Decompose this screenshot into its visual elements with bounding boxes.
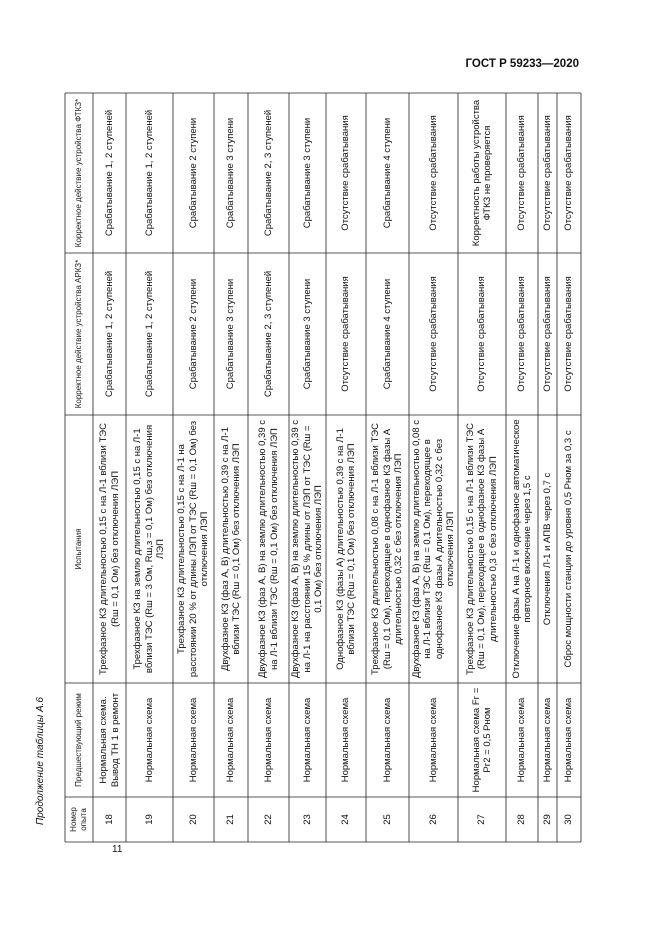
row-19-mode: Нормальная схема	[143, 697, 155, 783]
row-26-mode: Нормальная схема	[427, 697, 439, 783]
row-19-test: Трехфазное КЗ на землю длительностью 0,15 с на Л-1 вблизи ТЭС (Rш = 3 Ом, Rш,з = 0,1 Ом) без отключения ЛЭП	[132, 424, 167, 674]
row-20-arkz: Срабатывание 2 ступени	[187, 278, 199, 390]
row-29-arkz: Отсутствие срабатывания	[541, 276, 553, 392]
header-ftkz: Корректное действие устройства ФТКЗ*	[74, 98, 84, 248]
header-arkz: Корректное действие устройства АРКЗ*	[74, 259, 84, 409]
row-18-mode: Нормальная схема. Вывод ТН 1 в ремонт	[98, 692, 121, 788]
row-28-mode: Нормальная схема	[516, 697, 528, 783]
header-mode: Предшествующий режим	[74, 693, 84, 787]
header-test: Испытания	[74, 528, 84, 570]
row-26-test: Двухфазное КЗ (фаз А, В) на землю длительностью 0,08 с на Л-1 вблизи ТЭС (Rш = 0,1 Ом), переходящее в однофазное КЗ фазы А длительностью 0,32 с без отключения ЛЭП	[410, 419, 456, 679]
row-20-ftkz: Срабатывание 2 ступени	[187, 117, 199, 229]
row-23-test: Двухфазное КЗ (фаз А, В) на землю длительностью 0,39 с на Л-1 на расстоянии 15 % длины от ЛЭП от ТЭС (Rш = 0,1 Ом) без отключения ЛЭП	[290, 419, 325, 679]
row-28-arkz: Отсутствие срабатывания	[516, 276, 528, 392]
row-27-ftkz: Корректность работы устройства ФТКЗ не проверяется	[470, 99, 493, 247]
row-22-arkz: Срабатывание 2, 3 ступеней	[262, 270, 274, 398]
row-24-test: Однофазное КЗ (фазы А) длительностью 0,39 с на Л-1 вблизи ТЭС (Rш = 0,1 Ом) без отключения ЛЭП	[334, 428, 357, 670]
row-29-ftkz: Отсутствие срабатывания	[541, 115, 553, 231]
header-num: Номер опыта	[69, 807, 88, 832]
row-28-num: 28	[516, 814, 528, 825]
row-21-arkz: Срабатывание 3 ступени	[225, 278, 237, 390]
row-30-arkz: Отсутствие срабатывания	[563, 276, 575, 392]
row-21-num: 21	[225, 814, 237, 825]
row-28-test: Отключение фазы А на Л-1 и однофазное автоматическое повторное включение через 1,5 с	[510, 419, 533, 679]
row-21-mode: Нормальная схема	[225, 697, 237, 783]
row-24-num: 24	[340, 814, 352, 825]
row-18-test: Трехфазное КЗ длительностью 0,15 с на Л-1 вблизи ТЭС (Rш = 0,1 Ом) без отключения ЛЭП	[98, 423, 121, 675]
row-18-ftkz: Срабатывание 1, 2 ступеней	[103, 109, 115, 237]
row-22-test: Двухфазное КЗ (фаз А, В) на землю длительностью 0,39 с на Л-1 вблизи ТЭС (Rш = 0,1 Ом) без отключения ЛЭП	[257, 419, 280, 679]
table-caption: Продолжение таблицы А.6	[35, 697, 46, 825]
row-30-ftkz: Отсутствие срабатывания	[563, 115, 575, 231]
row-23-arkz: Срабатывание 3 ступени	[301, 278, 313, 390]
row-27-arkz: Отсутствие срабатывания	[476, 276, 488, 392]
row-23-ftkz: Срабатывание 3 ступени	[301, 117, 313, 229]
row-19-ftkz: Срабатывание 1, 2 ступеней	[143, 109, 155, 237]
row-25-mode: Нормальная схема	[381, 697, 393, 783]
row-30-mode: Нормальная схема	[563, 697, 575, 783]
row-25-num: 25	[381, 814, 393, 825]
page-number: 11	[112, 844, 123, 855]
row-23-mode: Нормальная схема	[301, 697, 313, 783]
row-19-num: 19	[143, 814, 155, 825]
row-18-num: 18	[103, 814, 115, 825]
row-28-ftkz: Отсутствие срабатывания	[516, 115, 528, 231]
row-20-mode: Нормальная схема	[187, 697, 199, 783]
row-29-test: Отключения Л-1 и АПВ через 0,7 с	[541, 472, 553, 626]
row-24-ftkz: Отсутствие срабатывания	[340, 115, 352, 231]
row-25-test: Трехфазное КЗ длительностью 0,08 с на Л-1 вблизи ТЭС (Rш = 0,1 Ом), переходящее в однофазное КЗ фазы А длительностью 0,32 с без отключения ЛЭП	[370, 423, 405, 675]
row-19-arkz: Срабатывание 1, 2 ступеней	[143, 270, 155, 398]
document-id: ГОСТ Р 59233—2020	[465, 58, 579, 70]
row-22-ftkz: Срабатывание 2, 3 ступеней	[262, 109, 274, 237]
row-29-mode: Нормальная схема	[541, 697, 553, 783]
row-21-test: Двухфазное КЗ (фаз А, В) длительностью 0,39 с на Л-1 вблизи ТЭС (Rш = 0,1 Ом) без отключения ЛЭП	[219, 427, 242, 671]
row-24-arkz: Отсутствие срабатывания	[340, 276, 352, 392]
row-22-num: 22	[262, 814, 274, 825]
row-25-ftkz: Срабатывание 4 ступени	[381, 117, 393, 229]
row-23-num: 23	[301, 814, 313, 825]
row-22-mode: Нормальная схема	[262, 697, 274, 783]
row-26-ftkz: Отсутствие срабатывания	[427, 115, 439, 231]
row-26-arkz: Отсутствие срабатывания	[427, 276, 439, 392]
row-26-num: 26	[427, 814, 439, 825]
row-20-test: Трехфазное КЗ длительностью 0,15 с на Л-1 на расстоянии 20 % от длины ЛЭП от ТЭС (Rш = 0,1 Ом) без отключения ЛЭП	[176, 420, 211, 678]
row-30-num: 30	[563, 814, 575, 825]
row-25-arkz: Срабатывание 4 ступени	[381, 278, 393, 390]
row-24-mode: Нормальная схема	[340, 697, 352, 783]
row-27-num: 27	[476, 814, 488, 825]
row-30-test: Сброс мощности станции до уровня 0,5 Рном за 0,3 с	[563, 430, 575, 668]
row-29-num: 29	[541, 814, 553, 825]
row-20-num: 20	[187, 814, 199, 825]
row-21-ftkz: Срабатывание 3 ступени	[225, 117, 237, 229]
row-27-test: Трехфазное КЗ длительностью 0,15 с на Л-1 вблизи ТЭС (Rш = 0,1 Ом), переходящее в однофазное КЗ фазы А длительностью 0,3 с без отключения ЛЭП	[464, 423, 499, 675]
row-27-mode: Нормальная схема Fг = Рг2 = 0,5 Рном	[470, 687, 493, 793]
row-18-arkz: Срабатывание 1, 2 ступеней	[103, 270, 115, 398]
